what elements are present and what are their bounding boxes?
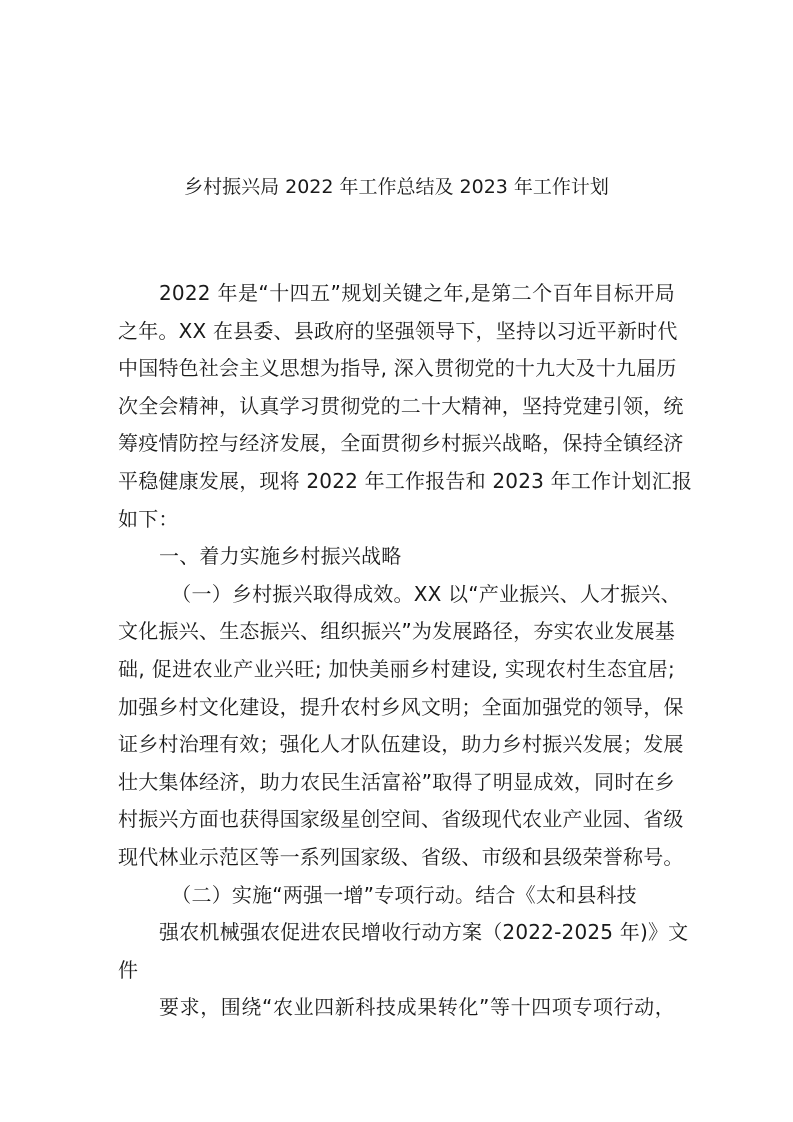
text-line: 文化振兴、生态振兴、组织振兴”为发展路径，夯实农业发展基 — [118, 619, 675, 644]
text-line: 村振兴方面也获得国家级星创空间、省级现代农业产业园、省级 — [118, 807, 684, 832]
text-line: 之年。XX 在县委、县政府的坚强领导下，坚持以习近平新时代 — [118, 318, 678, 343]
text-line: 要求，围绕“农业四新科技成果转化”等十四项专项行动， — [159, 995, 675, 1020]
text-line: 筹疫情防控与经济发展，全面贯彻乡村振兴战略，保持全镇经济 — [118, 431, 684, 456]
text-line: 中国特色社会主义思想为指导, 深入贯彻党的十九大及十九届历 — [118, 356, 677, 381]
text-line: 如下： — [118, 506, 179, 531]
text-line: 2022 年是“十四五”规划关键之年,是第二个百年目标开局 — [159, 281, 675, 305]
text-line: 平稳健康发展，现将 2022 年工作报告和 2023 年工作计划汇报 — [118, 469, 693, 493]
text-line: （二）实施“两强一增”专项行动。结合《太和县科技 — [171, 882, 637, 907]
text-line: 壮大集体经济，助力农民生活富裕”取得了明显成效，同时在乡 — [118, 769, 675, 794]
text-line: 证乡村治理有效；强化人才队伍建设，助力乡村振兴发展；发展 — [118, 732, 684, 757]
text-line: 础, 促进农业产业兴旺; 加快美丽乡村建设, 实现农村生态宜居; — [118, 657, 675, 681]
text-line: （一）乡村振兴取得成效。XX 以“产业振兴、人才振兴、 — [171, 581, 681, 606]
document-title: 乡村振兴局 2022 年工作总结及 2023 年工作计划 — [184, 176, 609, 198]
text-line: 次全会精神，认真学习贯彻党的二十大精神，坚持党建引领，统 — [118, 393, 684, 418]
text-line: 件 — [118, 957, 139, 982]
text-line: 现代林业示范区等一系列国家级、省级、市级和县级荣誉称号。 — [118, 845, 684, 869]
text-line: 加强乡村文化建设，提升农村乡风文明；全面加强党的领导，保 — [118, 694, 684, 719]
text-line: 强农机械强农促进农民增收行动方案（2022-2025 年)》文 — [159, 920, 689, 945]
text-line: 一、着力实施乡村振兴战略 — [159, 544, 402, 569]
